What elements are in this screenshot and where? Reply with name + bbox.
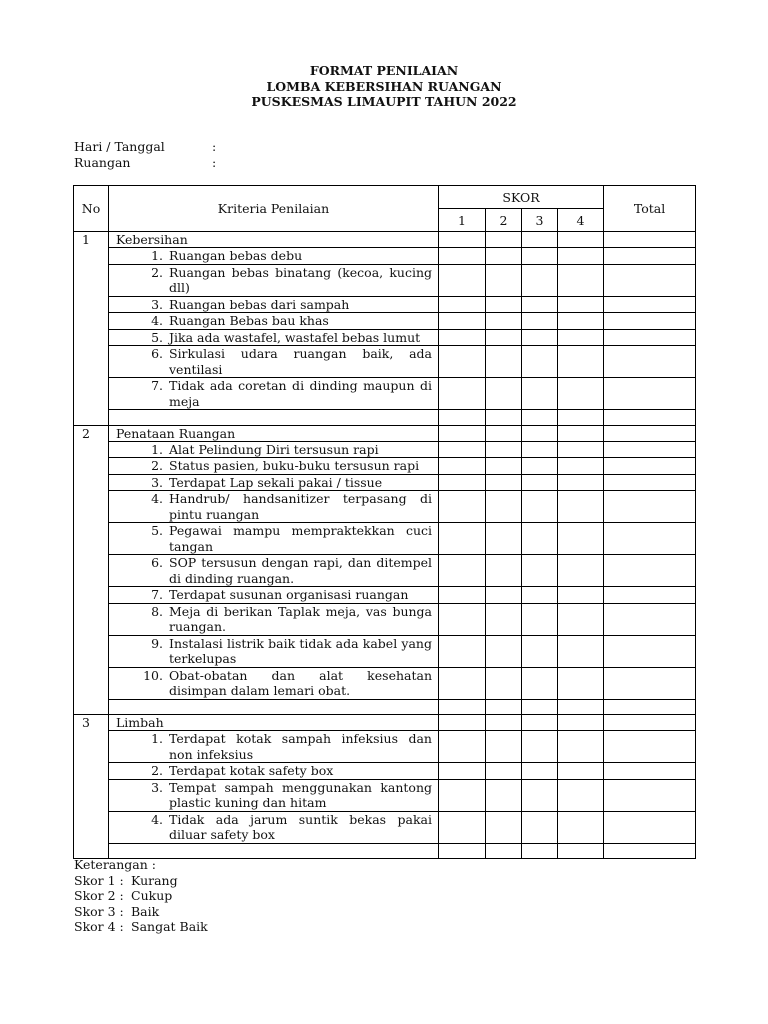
- score-cell[interactable]: [486, 843, 522, 859]
- score-cell[interactable]: [439, 346, 486, 378]
- table-row: [74, 523, 696, 555]
- criterion-number: 3.: [151, 474, 163, 490]
- score-cell[interactable]: [486, 523, 522, 555]
- criterion-number: 4.: [151, 811, 163, 827]
- score-cell[interactable]: [522, 264, 558, 296]
- criterion-cell: [109, 667, 439, 699]
- table-row: [74, 313, 696, 330]
- total-cell[interactable]: [604, 715, 696, 731]
- section-title: Kebersihan: [109, 232, 439, 248]
- criterion-cell: [109, 731, 439, 763]
- section-row: [74, 232, 696, 248]
- score-cell[interactable]: [486, 555, 522, 587]
- blank-row: [74, 699, 696, 715]
- meta-row-date: [74, 139, 216, 155]
- score-cell[interactable]: [439, 699, 486, 715]
- legend-value: Sangat Baik: [131, 919, 208, 934]
- score-cell[interactable]: [486, 248, 522, 265]
- criterion-item: [109, 265, 438, 296]
- section-number: 2: [74, 425, 109, 715]
- score-cell[interactable]: [439, 425, 486, 441]
- score-cell[interactable]: [522, 731, 558, 763]
- legend-key: Skor 3 :: [74, 903, 124, 919]
- total-cell[interactable]: [604, 763, 696, 780]
- score-cell[interactable]: [486, 232, 522, 248]
- score-cell[interactable]: [439, 811, 486, 843]
- score-cell[interactable]: [558, 313, 604, 330]
- criterion-text: Tidak ada coretan di dinding maupun di meja: [169, 378, 432, 409]
- score-cell[interactable]: [558, 603, 604, 635]
- score-cell[interactable]: [558, 248, 604, 265]
- criterion-text: Ruangan bebas dari sampah: [169, 296, 350, 312]
- meta-fields: [74, 139, 216, 171]
- blank-cell: [109, 699, 439, 715]
- criterion-item: [109, 523, 438, 554]
- criterion-item: [109, 491, 438, 522]
- score-cell[interactable]: [558, 296, 604, 313]
- total-cell[interactable]: [604, 779, 696, 811]
- criterion-cell: [109, 474, 439, 491]
- table-row: [74, 346, 696, 378]
- table-row: [74, 491, 696, 523]
- criterion-item: [109, 555, 438, 586]
- score-cell[interactable]: [439, 731, 486, 763]
- criterion-item: [109, 587, 438, 603]
- score-cell[interactable]: [558, 635, 604, 667]
- score-cell[interactable]: [522, 587, 558, 604]
- score-cell[interactable]: [522, 555, 558, 587]
- criterion-number: 2.: [151, 763, 163, 778]
- meta-colon: :: [212, 139, 217, 154]
- criterion-cell: [109, 587, 439, 604]
- score-cell[interactable]: [558, 731, 604, 763]
- table-row: [74, 667, 696, 699]
- score-cell[interactable]: [439, 667, 486, 699]
- criterion-item: [109, 378, 438, 409]
- score-cell[interactable]: [439, 296, 486, 313]
- score-cell[interactable]: [558, 555, 604, 587]
- title-line-3: PUSKESMAS LIMAUPIT TAHUN 2022: [251, 94, 517, 109]
- criterion-cell: [109, 603, 439, 635]
- criterion-item: [109, 731, 438, 762]
- header-no: No: [74, 186, 109, 232]
- criterion-text: Ruangan bebas binatang (kecoa, kucing dll): [169, 264, 432, 295]
- header-skor-4: 4: [558, 209, 604, 232]
- score-cell[interactable]: [522, 248, 558, 265]
- legend-value: Cukup: [131, 888, 173, 903]
- score-cell[interactable]: [522, 458, 558, 475]
- legend-item: [74, 873, 208, 889]
- score-cell[interactable]: [522, 763, 558, 780]
- total-cell[interactable]: [604, 458, 696, 475]
- criterion-text: Terdapat susunan organisasi ruangan: [169, 587, 409, 602]
- header-total: Total: [604, 186, 696, 232]
- legend-value: Kurang: [131, 872, 178, 888]
- total-cell[interactable]: [604, 248, 696, 265]
- criterion-text: Instalasi listrik baik tidak ada kabel yang terkelupas: [169, 635, 432, 666]
- total-cell[interactable]: [604, 811, 696, 843]
- total-cell[interactable]: [604, 441, 696, 458]
- score-cell[interactable]: [439, 378, 486, 410]
- section-number: 1: [74, 232, 109, 426]
- criterion-number: 4.: [151, 491, 163, 506]
- header-kriteria: Kriteria Penilaian: [109, 186, 439, 232]
- score-cell[interactable]: [522, 232, 558, 248]
- criterion-number: 3.: [151, 296, 163, 312]
- section-number: 3: [74, 715, 109, 859]
- score-cell[interactable]: [439, 474, 486, 491]
- score-cell[interactable]: [522, 425, 558, 441]
- score-cell[interactable]: [558, 667, 604, 699]
- score-cell[interactable]: [439, 441, 486, 458]
- table-row: [74, 779, 696, 811]
- score-cell[interactable]: [558, 346, 604, 378]
- total-cell[interactable]: [604, 232, 696, 248]
- total-cell[interactable]: [604, 587, 696, 604]
- criterion-item: [109, 780, 438, 811]
- criterion-cell: [109, 329, 439, 346]
- score-cell[interactable]: [522, 843, 558, 859]
- total-cell[interactable]: [604, 264, 696, 296]
- criterion-item: [109, 475, 438, 491]
- score-cell[interactable]: [486, 425, 522, 441]
- score-cell[interactable]: [558, 811, 604, 843]
- criterion-text: Meja di berikan Taplak meja, vas bunga ruangan.: [169, 603, 432, 634]
- total-cell[interactable]: [604, 313, 696, 330]
- criterion-number: 8.: [151, 603, 163, 619]
- total-cell[interactable]: [604, 667, 696, 699]
- criterion-cell: [109, 441, 439, 458]
- score-cell[interactable]: [486, 779, 522, 811]
- table-row: [74, 603, 696, 635]
- criterion-number: 9.: [151, 635, 163, 651]
- score-cell[interactable]: [522, 346, 558, 378]
- criterion-item: [109, 812, 438, 843]
- table-row: [74, 635, 696, 667]
- score-cell[interactable]: [486, 441, 522, 458]
- score-cell[interactable]: [486, 458, 522, 475]
- score-cell[interactable]: [439, 603, 486, 635]
- legend-value: Baik: [131, 903, 160, 919]
- header-skor-1: 1: [439, 209, 486, 232]
- score-cell[interactable]: [558, 474, 604, 491]
- legend-title: Keterangan :: [74, 857, 156, 872]
- score-cell[interactable]: [439, 491, 486, 523]
- score-cell[interactable]: [558, 763, 604, 780]
- score-cell[interactable]: [486, 635, 522, 667]
- total-cell[interactable]: [604, 523, 696, 555]
- score-cell[interactable]: [522, 313, 558, 330]
- score-cell[interactable]: [522, 441, 558, 458]
- section-title: Penataan Ruangan: [109, 425, 439, 441]
- criterion-cell: [109, 763, 439, 780]
- criterion-number: 10.: [143, 667, 163, 683]
- total-cell[interactable]: [604, 410, 696, 426]
- score-cell[interactable]: [486, 378, 522, 410]
- legend: [74, 857, 208, 935]
- criterion-item: [109, 763, 438, 779]
- table-row: [74, 587, 696, 604]
- score-cell[interactable]: [486, 715, 522, 731]
- table-row: [74, 458, 696, 475]
- total-cell[interactable]: [604, 425, 696, 441]
- meta-label: Ruangan: [74, 155, 131, 170]
- assessment-table: [73, 185, 696, 859]
- score-cell[interactable]: [486, 763, 522, 780]
- criterion-text: Ruangan bebas debu: [169, 248, 303, 263]
- score-cell[interactable]: [439, 248, 486, 265]
- criterion-item: [109, 297, 438, 313]
- criterion-item: [109, 668, 438, 699]
- score-cell[interactable]: [558, 410, 604, 426]
- total-cell[interactable]: [604, 329, 696, 346]
- score-cell[interactable]: [558, 587, 604, 604]
- criterion-text: Alat Pelindung Diri tersusun rapi: [169, 441, 379, 457]
- score-cell[interactable]: [486, 329, 522, 346]
- score-cell[interactable]: [486, 410, 522, 426]
- score-cell[interactable]: [439, 587, 486, 604]
- legend-key: Skor 1 :: [74, 872, 124, 888]
- section-row: [74, 425, 696, 441]
- criterion-number: 4.: [151, 313, 163, 328]
- criterion-cell: [109, 635, 439, 667]
- criterion-text: Jika ada wastafel, wastafel bebas lumut: [169, 329, 421, 345]
- section-row: [74, 715, 696, 731]
- table-row: [74, 296, 696, 313]
- criterion-item: [109, 604, 438, 635]
- total-cell[interactable]: [604, 491, 696, 523]
- score-cell[interactable]: [486, 264, 522, 296]
- score-cell[interactable]: [486, 699, 522, 715]
- score-cell[interactable]: [558, 425, 604, 441]
- score-cell[interactable]: [486, 811, 522, 843]
- criterion-item: [109, 636, 438, 667]
- score-cell[interactable]: [522, 378, 558, 410]
- criterion-text: Tidak ada jarum suntik bekas pakai diluar safety box: [169, 811, 432, 842]
- score-cell[interactable]: [558, 441, 604, 458]
- criterion-item: [109, 442, 438, 458]
- score-cell[interactable]: [522, 635, 558, 667]
- criterion-cell: [109, 491, 439, 523]
- total-cell[interactable]: [604, 843, 696, 859]
- criterion-number: 2.: [151, 264, 163, 280]
- title-line-2: LOMBA KEBERSIHAN RUANGAN: [266, 78, 502, 94]
- criterion-number: 5.: [151, 329, 163, 345]
- score-cell[interactable]: [439, 458, 486, 475]
- score-cell[interactable]: [439, 264, 486, 296]
- score-cell[interactable]: [439, 523, 486, 555]
- score-cell[interactable]: [558, 232, 604, 248]
- criterion-number: 2.: [151, 458, 163, 473]
- criterion-cell: [109, 811, 439, 843]
- table-body: [74, 232, 696, 859]
- score-cell[interactable]: [558, 264, 604, 296]
- score-cell[interactable]: [558, 715, 604, 731]
- criterion-number: 7.: [151, 378, 163, 393]
- score-cell[interactable]: [522, 474, 558, 491]
- criterion-item: [109, 346, 438, 377]
- criterion-number: 1.: [151, 248, 163, 263]
- criterion-text: Terdapat Lap sekali pakai / tissue: [169, 474, 383, 490]
- score-cell[interactable]: [486, 474, 522, 491]
- criterion-number: 3.: [151, 779, 163, 795]
- score-cell[interactable]: [522, 296, 558, 313]
- score-cell[interactable]: [558, 378, 604, 410]
- table-row: [74, 378, 696, 410]
- total-cell[interactable]: [604, 296, 696, 313]
- table-row: [74, 441, 696, 458]
- score-cell[interactable]: [486, 491, 522, 523]
- score-cell[interactable]: [522, 410, 558, 426]
- criterion-text: Tempat sampah menggunakan kantong plastic kuning dan hitam: [169, 779, 432, 810]
- score-cell[interactable]: [439, 715, 486, 731]
- score-cell[interactable]: [558, 779, 604, 811]
- score-cell[interactable]: [522, 523, 558, 555]
- blank-cell: [109, 410, 439, 426]
- criterion-text: Pegawai mampu mempraktekkan cuci tangan: [169, 523, 432, 554]
- criterion-number: 1.: [151, 731, 163, 746]
- criterion-cell: [109, 378, 439, 410]
- criterion-text: Sirkulasi udara ruangan baik, ada ventilasi: [169, 346, 432, 377]
- criterion-cell: [109, 523, 439, 555]
- total-cell[interactable]: [604, 346, 696, 378]
- criterion-number: 1.: [151, 441, 163, 457]
- criterion-text: Terdapat kotak sampah infeksius dan non infeksius: [169, 731, 432, 762]
- score-cell[interactable]: [522, 779, 558, 811]
- legend-item: [74, 919, 208, 935]
- criterion-item: [109, 330, 438, 346]
- meta-colon: :: [212, 155, 217, 170]
- criterion-item: [109, 248, 438, 264]
- score-cell[interactable]: [522, 699, 558, 715]
- table-row: [74, 555, 696, 587]
- total-cell[interactable]: [604, 603, 696, 635]
- criterion-cell: [109, 264, 439, 296]
- total-cell[interactable]: [604, 635, 696, 667]
- legend-item: [74, 904, 208, 920]
- score-cell[interactable]: [439, 635, 486, 667]
- score-cell[interactable]: [522, 603, 558, 635]
- legend-key: Skor 4 :: [74, 919, 124, 934]
- header-skor: SKOR: [439, 186, 604, 209]
- score-cell[interactable]: [439, 329, 486, 346]
- score-cell[interactable]: [522, 491, 558, 523]
- table-row: [74, 329, 696, 346]
- criterion-item: [109, 313, 438, 329]
- criterion-number: 6.: [151, 555, 163, 570]
- score-cell[interactable]: [558, 491, 604, 523]
- table-row: [74, 731, 696, 763]
- header-skor-3: 3: [522, 209, 558, 232]
- criterion-text: Obat-obatan dan alat kesehatan disimpan dalam lemari obat.: [169, 667, 432, 698]
- total-cell[interactable]: [604, 731, 696, 763]
- blank-row: [74, 410, 696, 426]
- score-cell[interactable]: [522, 811, 558, 843]
- score-cell[interactable]: [439, 763, 486, 780]
- score-cell[interactable]: [486, 603, 522, 635]
- table-row: [74, 811, 696, 843]
- score-cell[interactable]: [558, 843, 604, 859]
- criterion-cell: [109, 296, 439, 313]
- criterion-number: 7.: [151, 587, 163, 602]
- criterion-text: Ruangan Bebas bau khas: [169, 313, 329, 328]
- score-cell[interactable]: [439, 779, 486, 811]
- score-cell[interactable]: [486, 667, 522, 699]
- table-row: [74, 248, 696, 265]
- score-cell[interactable]: [522, 715, 558, 731]
- criterion-text: Handrub/ handsanitizer terpasang di pintu ruangan: [169, 491, 432, 522]
- score-cell[interactable]: [522, 667, 558, 699]
- total-cell[interactable]: [604, 378, 696, 410]
- criterion-cell: [109, 346, 439, 378]
- criterion-cell: [109, 779, 439, 811]
- criterion-text: SOP tersusun dengan rapi, dan ditempel di dinding ruangan.: [169, 555, 432, 586]
- header-skor-2: 2: [486, 209, 522, 232]
- score-cell[interactable]: [486, 587, 522, 604]
- criterion-item: [109, 458, 438, 474]
- criterion-cell: [109, 458, 439, 475]
- criterion-cell: [109, 313, 439, 330]
- criterion-number: 5.: [151, 523, 163, 538]
- score-cell[interactable]: [439, 843, 486, 859]
- score-cell[interactable]: [486, 313, 522, 330]
- score-cell[interactable]: [486, 346, 522, 378]
- score-cell[interactable]: [486, 731, 522, 763]
- score-cell[interactable]: [439, 410, 486, 426]
- title-line-1: FORMAT PENILAIAN: [309, 63, 459, 78]
- meta-label: Hari / Tanggal: [74, 139, 165, 154]
- document-title: [0, 63, 768, 110]
- score-cell[interactable]: [522, 329, 558, 346]
- score-cell[interactable]: [486, 296, 522, 313]
- criterion-number: 6.: [151, 346, 163, 361]
- table-row: [74, 763, 696, 780]
- score-cell[interactable]: [558, 523, 604, 555]
- criterion-cell: [109, 248, 439, 265]
- criterion-text: Status pasien, buku-buku tersusun rapi: [169, 458, 420, 473]
- legend-key: Skor 2 :: [74, 888, 124, 903]
- total-cell[interactable]: [604, 699, 696, 715]
- score-cell[interactable]: [558, 329, 604, 346]
- table-row: [74, 264, 696, 296]
- score-cell[interactable]: [439, 555, 486, 587]
- legend-item: [74, 888, 208, 904]
- score-cell[interactable]: [439, 313, 486, 330]
- criterion-cell: [109, 555, 439, 587]
- meta-row-room: [74, 155, 216, 171]
- total-cell[interactable]: [604, 555, 696, 587]
- section-title: Limbah: [109, 715, 439, 731]
- criterion-text: Terdapat kotak safety box: [169, 763, 334, 778]
- total-cell[interactable]: [604, 474, 696, 491]
- score-cell[interactable]: [558, 699, 604, 715]
- table-row: [74, 474, 696, 491]
- score-cell[interactable]: [439, 232, 486, 248]
- score-cell[interactable]: [558, 458, 604, 475]
